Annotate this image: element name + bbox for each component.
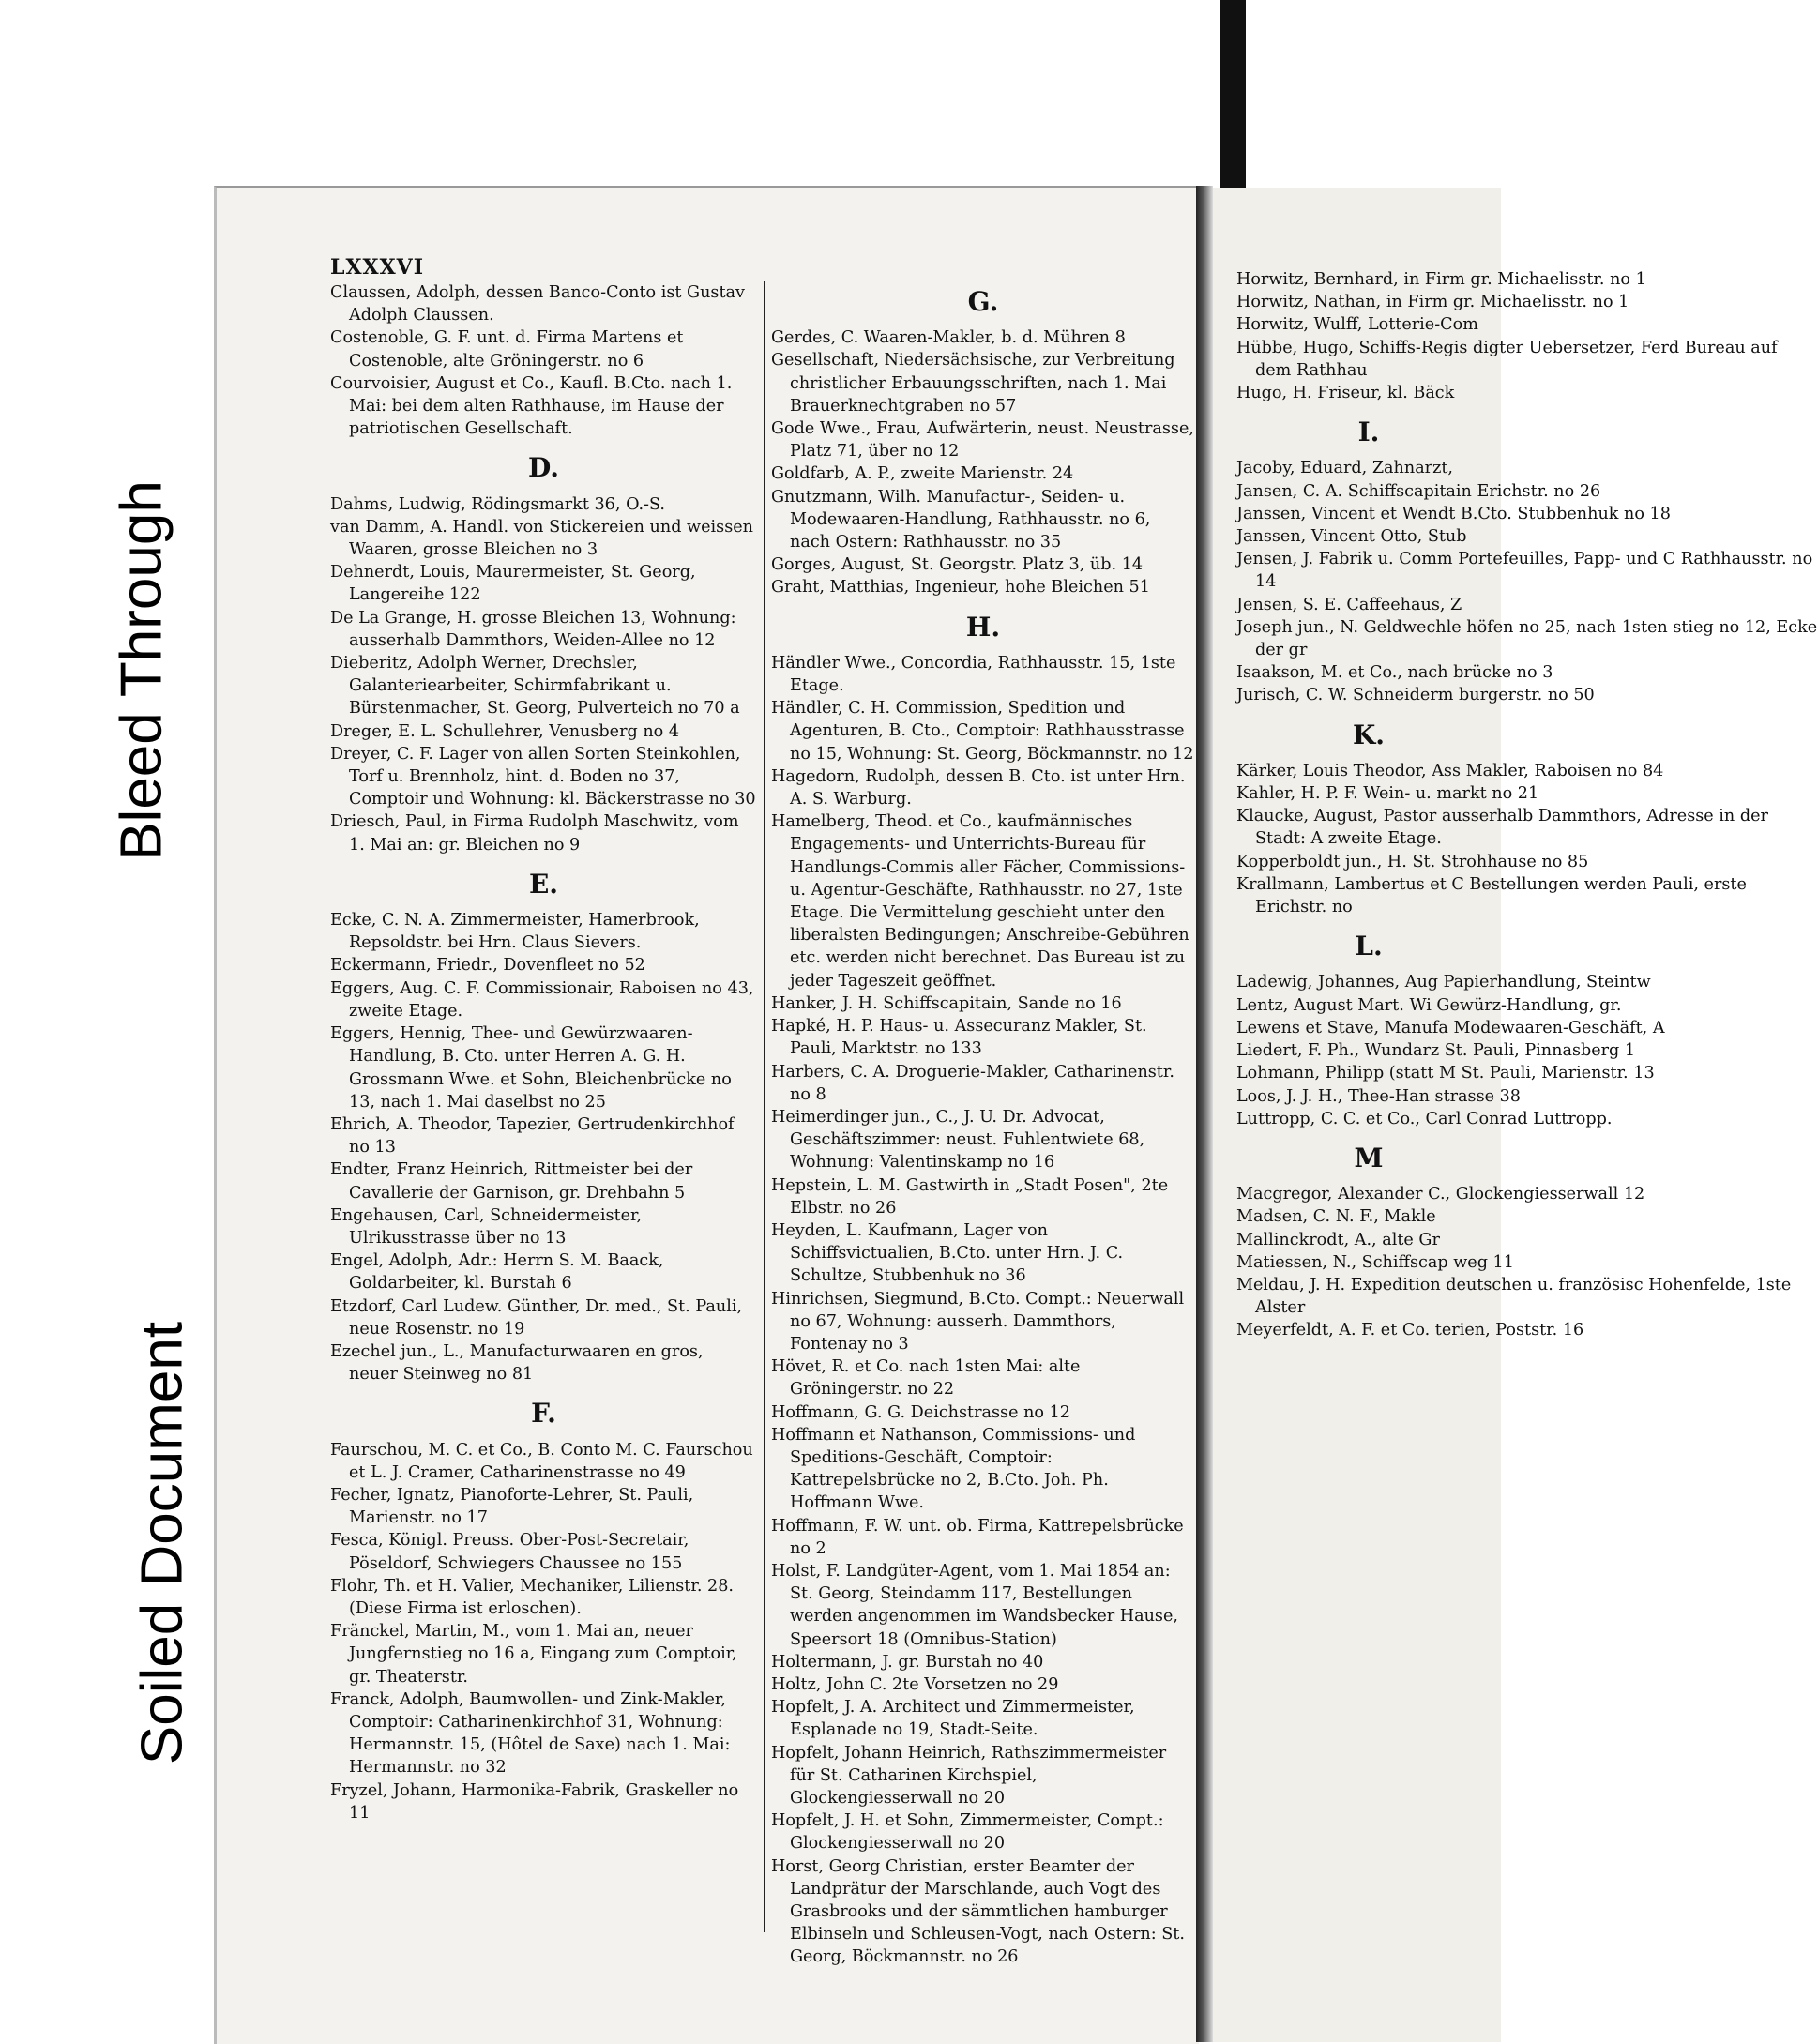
directory-entry: Jurisch, C. W. Schneiderm burgerstr. no 50 <box>1236 686 1595 705</box>
directory-entry: De La Grange, H. grosse Bleichen 13, Wohnung: ausserhalb Dammthors, Weiden-Allee no 12 <box>330 608 736 650</box>
directory-entry: Janssen, Vincent Otto, Stub <box>1236 527 1467 547</box>
directory-entry: Hoffmann, G. G. Deichstrasse no 12 <box>771 1402 1070 1422</box>
directory-entry: Gorges, August, St. Georgstr. Platz 3, üb. 14 <box>771 555 1144 575</box>
directory-entry: Dieberitz, Adolph Werner, Drechsler, Galanteriearbeiter, Schirmfabrikant u. Bürstenmacher, St. Georg, Pulverteich no 70 a <box>330 654 740 719</box>
directory-entry: Eggers, Hennig, Thee- und Gewürzwaaren-Handlung, B. Cto. unter Herren A. G. H. Grossmann Wwe. et Sohn, Bleichenbrücke no 13, nach 1. Mai daselbst no 25 <box>330 1024 732 1112</box>
directory-entry: Heyden, L. Kaufmann, Lager von Schiffsvictualien, B.Cto. unter Hrn. J. C. Schultze, Stubbenhuk no 36 <box>771 1220 1124 1286</box>
directory-entry: Heimerdinger jun., C., J. U. Dr. Advocat, Geschäftszimmer: neust. Fuhlentwiete 68, Wohnung: Valentinskamp no 16 <box>771 1107 1145 1173</box>
directory-entry: Holst, F. Landgüter-Agent, vom 1. Mai 1854 an: St. Georg, Steindamm 117, Bestellungen werden angenommen im Wandsbecker Hause, Speersort 18 (Omnibus-Station) <box>771 1561 1178 1649</box>
section-letter: K. <box>1352 719 1386 750</box>
directory-entry: Jacoby, Eduard, Zahnarzt, <box>1236 459 1454 478</box>
directory-entry: Macgregor, Alexander C., Glockengiesserwall 12 <box>1236 1185 1645 1204</box>
directory-entry: Hamelberg, Theod. et Co., kaufmännisches Engagements- und Unterrichts-Bureau für Handlungs-Commis aller Fächer, Commissions- u. Agentur-Geschäfte, Rathhausstr. no 27, 1ste Etage. Die Vermittelung geschieht unter den liberalsten Bedingungen; Anschreibe-Gebühren etc. werden nicht berechnet. Das Bureau ist zu jeder Tageszeit geöffnet. <box>771 812 1189 991</box>
directory-entry: Holtz, John C. 2te Vorsetzen no 29 <box>771 1674 1059 1694</box>
directory-entry: Hapké, H. P. Haus- u. Assecuranz Makler, St. Pauli, Marktstr. no 133 <box>771 1017 1147 1059</box>
book-spine <box>1196 186 1213 2042</box>
directory-entry: Fesca, Königl. Preuss. Ober-Post-Secretair, Pöseldorf, Schwiegers Chaussee no 155 <box>330 1531 689 1573</box>
directory-entry: Faurschou, M. C. et Co., B. Conto M. C. Faurschou et L. J. Cramer, Catharinenstrasse no 49 <box>330 1440 753 1482</box>
directory-entry: van Damm, A. Handl. von Stickereien und weissen Waaren, grosse Bleichen no 3 <box>330 517 753 560</box>
section-letter: E. <box>528 868 559 900</box>
directory-entry: Endter, Franz Heinrich, Rittmeister bei der Cavallerie der Garnison, gr. Drehbahn 5 <box>330 1160 693 1203</box>
directory-entry: Hopfelt, J. A. Architect und Zimmermeister, Esplanade no 19, Stadt-Seite. <box>771 1698 1135 1740</box>
directory-entry: Gesellschaft, Niedersächsische, zur Verbreitung christlicher Erbauungsschriften, nach 1. Mai Brauerknechtgraben no 57 <box>771 351 1175 416</box>
bleed-through-label <box>81 394 203 947</box>
directory-column-c <box>1236 268 1818 1342</box>
section-letter: F. <box>531 1398 556 1430</box>
directory-entry: Horwitz, Wulff, Lotterie-Com <box>1236 315 1478 335</box>
directory-entry: Gode Wwe., Frau, Aufwärterin, neust. Neustrasse, Platz 71, über no 12 <box>771 419 1194 462</box>
directory-entry: Etzdorf, Carl Ludew. Günther, Dr. med., St. Pauli, neue Rosenstr. no 19 <box>330 1296 743 1339</box>
directory-entry: Hepstein, L. M. Gastwirth in „Stadt Posen", 2te Elbstr. no 26 <box>771 1175 1169 1218</box>
directory-entry: Hoffmann, F. W. unt. ob. Firma, Kattrepelsbrücke no 2 <box>771 1516 1184 1558</box>
directory-entry: Händler Wwe., Concordia, Rathhausstr. 15, 1ste Etage. <box>771 653 1176 696</box>
directory-entry: Gnutzmann, Wilh. Manufactur-, Seiden- u. Modewaaren-Handlung, Rathhausstr. no 6, nach Ostern: Rathhausstr. no 35 <box>771 487 1151 553</box>
section-letter: I. <box>1357 416 1380 448</box>
directory-entry: Ladewig, Johannes, Aug Papierhandlung, Steintw <box>1236 973 1651 992</box>
directory-entry: Dehnerdt, Louis, Maurermeister, St. Georg, Langereihe 122 <box>330 563 696 605</box>
binding-shadow <box>1220 0 1246 197</box>
directory-entry: Händler, C. H. Commission, Spedition und Agenturen, B. Cto., Comptoir: Rathhausstrasse no 15, Wohnung: St. Georg, Böckmannstr. no 12 <box>771 699 1194 764</box>
directory-entry: Matiessen, N., Schiffscap weg 11 <box>1236 1252 1514 1272</box>
directory-entry: Madsen, C. N. F., Makle <box>1236 1207 1436 1227</box>
directory-entry: Franck, Adolph, Baumwollen- und Zink-Makler, Comptoir: Catharinenkirchhof 31, Wohnung: Hermannstr. 15, (Hôtel de Saxe) nach 1. Mai: Hermannstr. no 32 <box>330 1689 731 1778</box>
soiled-document-label-text: Soiled Document <box>129 1321 194 1765</box>
directory-entry: Driesch, Paul, in Firma Rudolph Maschwitz, vom 1. Mai an: gr. Bleichen no 9 <box>330 812 739 855</box>
directory-entry: Jansen, C. A. Schiffscapitain Erichstr. no 26 <box>1236 481 1601 501</box>
directory-entry: Klaucke, August, Pastor ausserhalb Dammthors, Adresse in der Stadt: A zweite Etage. <box>1236 807 1768 849</box>
directory-entry: Claussen, Adolph, dessen Banco-Conto ist Gustav Adolph Claussen. <box>330 283 745 326</box>
directory-entry: Harbers, C. A. Droguerie-Makler, Catharinenstr. no 8 <box>771 1062 1174 1104</box>
directory-entry: Ehrich, A. Theodor, Tapezier, Gertrudenkirchhof no 13 <box>330 1114 735 1158</box>
directory-entry: Lewens et Stave, Manufa Modewaaren-Geschäft, A <box>1236 1018 1665 1037</box>
directory-entry: Fränckel, Martin, M., vom 1. Mai an, neuer Jungfernstieg no 16 a, Eingang zum Comptoir, gr. Theaterstr. <box>330 1622 737 1687</box>
directory-entry: Lentz, August Mart. Wi Gewürz-Handlung, gr. <box>1236 995 1622 1015</box>
directory-entry: Kopperboldt jun., H. St. Strohhause no 85 <box>1236 852 1589 871</box>
directory-entry: Courvoisier, August et Co., Kaufl. B.Cto. nach 1. Mai: bei dem alten Rathhause, im Hause der patriotischen Gesellschaft. <box>330 373 733 439</box>
directory-entry: Hugo, H. Friseur, kl. Bäck <box>1236 384 1455 403</box>
directory-entry: Fryzel, Johann, Harmonika-Fabrik, Graskeller no 11 <box>330 1780 739 1823</box>
directory-column-a <box>330 281 757 1824</box>
section-letter: G. <box>967 286 999 317</box>
directory-entry: Kärker, Louis Theodor, Ass Makler, Raboisen no 84 <box>1236 761 1664 780</box>
directory-entry: Eckermann, Friedr., Dovenfleet no 52 <box>330 956 645 976</box>
directory-entry: Loos, J. J. H., Thee-Han strasse 38 <box>1236 1086 1521 1106</box>
directory-entry: Eggers, Aug. C. F. Commissionair, Raboisen no 43, zweite Etage. <box>330 978 754 1021</box>
directory-entry: Horwitz, Bernhard, in Firm gr. Michaelisstr. no 1 <box>1236 270 1646 289</box>
directory-entry: Krallmann, Lambertus et C Bestellungen werden Pauli, erste Erichstr. no <box>1236 874 1747 917</box>
directory-entry: Janssen, Vincent et Wendt B.Cto. Stubbenhuk no 18 <box>1236 504 1671 523</box>
directory-entry: Meyerfeldt, A. F. et Co. terien, Poststr. 16 <box>1236 1321 1584 1340</box>
directory-entry: Hinrichsen, Siegmund, B.Cto. Compt.: Neuerwall no 67, Wohnung: ausserh. Dammthors, Fontenay no 3 <box>771 1289 1185 1354</box>
directory-entry: Lohmann, Philipp (statt M St. Pauli, Marienstr. 13 <box>1236 1064 1655 1083</box>
directory-entry: Mallinckrodt, A., alte Gr <box>1236 1230 1440 1249</box>
directory-column-b <box>771 274 1195 1969</box>
directory-entry: Holtermann, J. gr. Burstah no 40 <box>771 1652 1044 1672</box>
directory-entry: Kahler, H. P. F. Wein- u. markt no 21 <box>1236 784 1539 804</box>
directory-entry: Goldfarb, A. P., zweite Marienstr. 24 <box>771 464 1074 484</box>
directory-entry: Hopfelt, Johann Heinrich, Rathszimmermeister für St. Catharinen Kirchspiel, Glockengiesserwall no 20 <box>771 1743 1167 1808</box>
soiled-document-label <box>117 1276 206 1810</box>
directory-entry: Isaakson, M. et Co., nach brücke no 3 <box>1236 663 1553 683</box>
directory-entry: Dreger, E. L. Schullehrer, Venusberg no 4 <box>330 721 680 741</box>
directory-entry: Hagedorn, Rudolph, dessen B. Cto. ist unter Hrn. A. S. Warburg. <box>771 766 1186 810</box>
page-number: LXXXVI <box>330 255 425 280</box>
directory-entry: Graht, Matthias, Ingenieur, hohe Bleichen 51 <box>771 578 1150 598</box>
directory-entry: Dahms, Ludwig, Rödingsmarkt 36, O.-S. <box>330 494 666 514</box>
bleed-through-label-text: Bleed Through <box>109 480 174 861</box>
directory-entry: Flohr, Th. et H. Valier, Mechaniker, Lilienstr. 28. (Diese Firma ist erloschen). <box>330 1576 735 1618</box>
directory-entry: Fecher, Ignatz, Pianoforte-Lehrer, St. Pauli, Marienstr. no 17 <box>330 1485 694 1528</box>
directory-entry: Jensen, S. E. Caffeehaus, Z <box>1236 595 1462 614</box>
section-letter: H. <box>965 611 1001 643</box>
directory-entry: Jensen, J. Fabrik u. Comm Portefeuilles, Papp- und C Rathhausstr. no 14 <box>1236 550 1813 592</box>
directory-entry: Liedert, F. Ph., Wundarz St. Pauli, Pinnasberg 1 <box>1236 1041 1636 1061</box>
directory-entry: Costenoble, G. F. unt. d. Firma Martens et Costenoble, alte Gröningerstr. no 6 <box>330 328 684 371</box>
directory-entry: Hübbe, Hugo, Schiffs-Regis digter Uebersetzer, Ferd Bureau auf dem Rathhau <box>1236 338 1778 380</box>
directory-entry: Horwitz, Nathan, in Firm gr. Michaelisstr. no 1 <box>1236 293 1629 312</box>
directory-entry: Hopfelt, J. H. et Sohn, Zimmermeister, Compt.: Glockengiesserwall no 20 <box>771 1811 1164 1854</box>
directory-entry: Horst, Georg Christian, erster Beamter der Landprätur der Marschlande, auch Vogt des Grasbrooks und der sämmtlichen hamburger Elbinseln und Schleusen-Vogt, nach Ostern: St. Georg, Böckmannstr. no 26 <box>771 1856 1185 1967</box>
directory-entry: Engehausen, Carl, Schneidermeister, Ulrikusstrasse über no 13 <box>330 1205 643 1248</box>
directory-entry: Dreyer, C. F. Lager von allen Sorten Steinkohlen, Torf u. Brennholz, hint. d. Boden no 37, Comptoir und Wohnung: kl. Bäckerstrasse no 30 <box>330 744 756 810</box>
section-letter: L. <box>1355 931 1383 962</box>
directory-entry: Gerdes, C. Waaren-Makler, b. d. Mühren 8 <box>771 328 1126 348</box>
directory-entry: Ezechel jun., L., Manufacturwaaren en gros, neuer Steinweg no 81 <box>330 1341 704 1385</box>
directory-entry: Ecke, C. N. A. Zimmermeister, Hamerbrook, Repsoldstr. bei Hrn. Claus Sievers. <box>330 911 700 953</box>
directory-entry: Luttropp, C. C. et Co., Carl Conrad Luttropp. <box>1236 1109 1613 1128</box>
column-divider <box>764 281 765 1932</box>
directory-entry: Joseph jun., N. Geldwechle höfen no 25, nach 1sten stieg no 12, Ecke der gr <box>1236 617 1818 660</box>
directory-entry: Hoffmann et Nathanson, Commissions- und Speditions-Geschäft, Comptoir: Kattrepelsbrücke no 2, B.Cto. Joh. Ph. Hoffmann Wwe. <box>771 1425 1136 1513</box>
directory-entry: Engel, Adolph, Adr.: Herrn S. M. Baack, Goldarbeiter, kl. Burstah 6 <box>330 1251 664 1294</box>
section-letter: D. <box>527 452 560 484</box>
directory-entry: Meldau, J. H. Expedition deutschen u. französisc Hohenfelde, 1ste Alster <box>1236 1275 1792 1318</box>
directory-entry: Hanker, J. H. Schiffscapitain, Sande no 16 <box>771 993 1122 1013</box>
section-letter: M <box>1354 1142 1384 1173</box>
directory-entry: Hövet, R. et Co. nach 1sten Mai: alte Gröningerstr. no 22 <box>771 1357 1081 1400</box>
